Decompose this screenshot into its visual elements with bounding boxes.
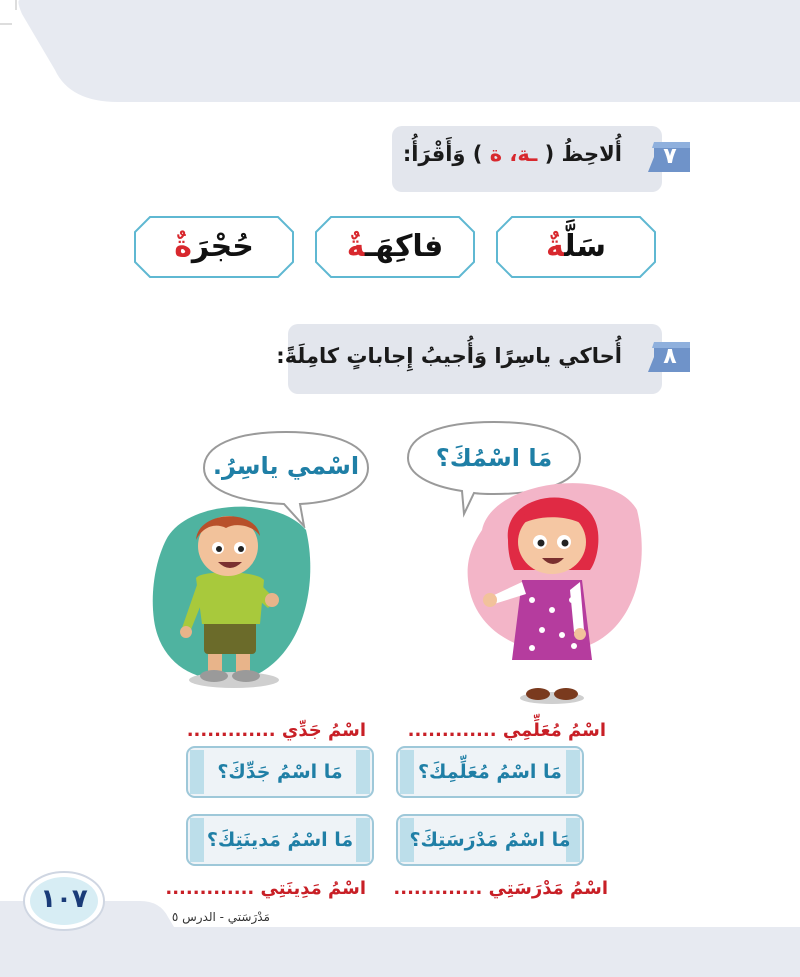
girl-question: مَا اسْمُكَ؟ [435, 444, 553, 472]
answer-line-school[interactable]: اسْمُ مَدْرَسَتِي ............. [393, 878, 608, 899]
word-card-fruit: فاكِهَـةٌ [315, 216, 475, 278]
exercise-7-instruction: أُلاحِظُ ( ـة، ة ) وَأَقْرَأُ: [402, 142, 622, 166]
boy-illustration [146, 500, 316, 700]
question-card-school: مَا اسْمُ مَدْرَسَتِكَ؟ [396, 814, 584, 866]
bottom-decorative-band [0, 893, 800, 977]
answer-line-teacher[interactable]: اسْمُ مُعَلِّمِي ............. [407, 720, 606, 741]
question-card-city: مَا اسْمُ مَدينَتِكَ؟ [186, 814, 374, 866]
top-decorative-band [0, 0, 800, 102]
question-card-teacher: مَا اسْمُ مُعَلِّمِكَ؟ [396, 746, 584, 798]
footer-lesson-label: مَدْرَسَتي - الدرس ٥ [171, 910, 270, 924]
page-number: ١٠٧ [40, 884, 88, 914]
answer-line-grandfather[interactable]: اسْمُ جَدِّي ............. [186, 720, 366, 741]
exercise-8-number-badge: ٨ [648, 340, 692, 374]
word-card-room: حُجْرَةٌ [134, 216, 294, 278]
question-card-grandfather: مَا اسْمُ جَدِّكَ؟ [186, 746, 374, 798]
word-card-basket: سَلَّةٌ [496, 216, 656, 278]
boy-answer: اسْمي ياسِرُ. [212, 452, 360, 480]
instruction-letters: ـة، ة [489, 142, 538, 166]
exercise-8-instruction: أُحاكي ياسِرًا وَأُجيبُ إِجاباتٍ كامِلَةً: [276, 344, 622, 368]
exercise-7-number-badge: ٧ [648, 140, 692, 174]
girl-illustration [462, 470, 652, 710]
answer-line-city[interactable]: اسْمُ مَدِينَتِي ............. [165, 878, 366, 899]
